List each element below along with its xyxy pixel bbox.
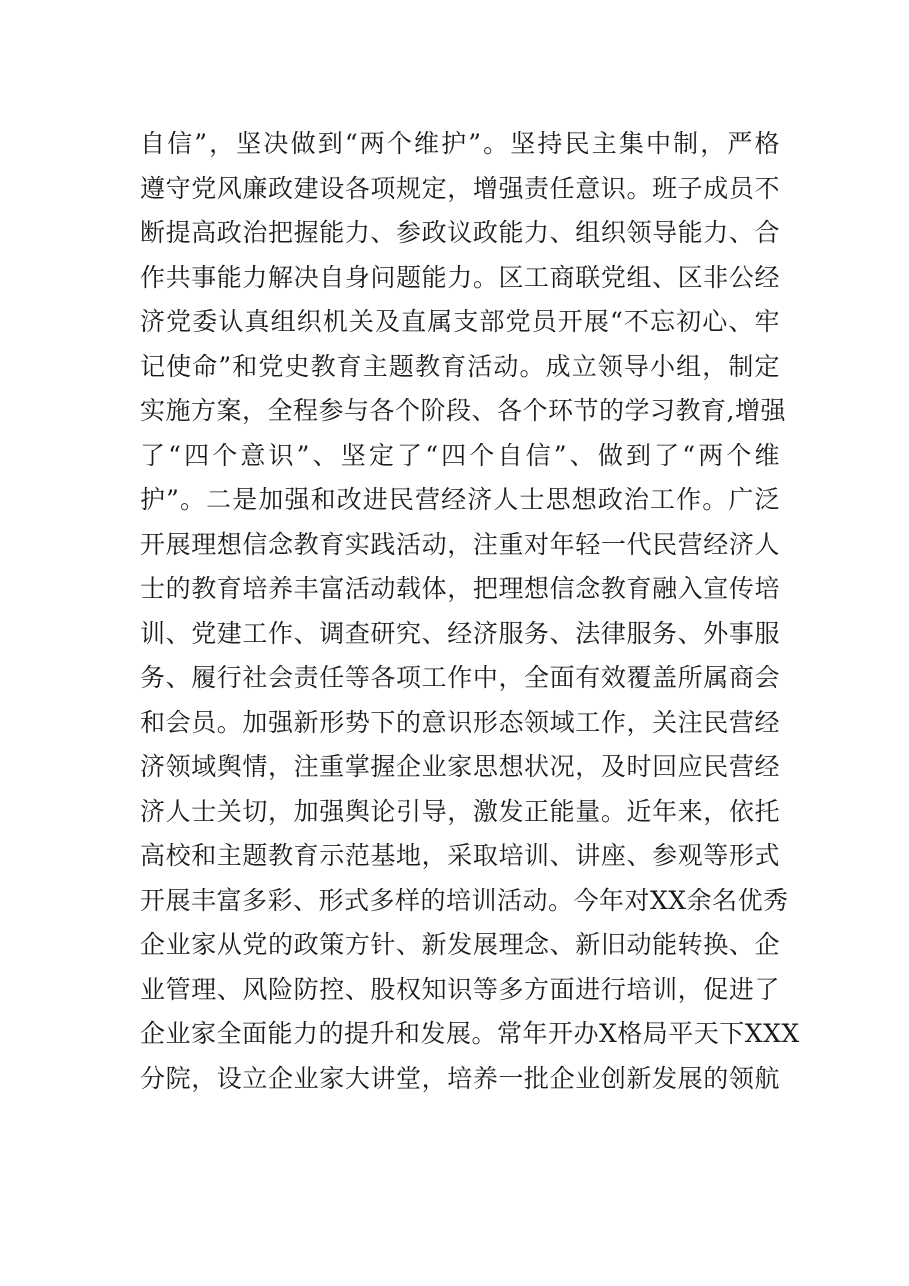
text-line-16: 济人士关切，加强舆论引导，激发正能量。近年来，依托: [140, 796, 780, 826]
text-line-6: 记使命”和党史教育主题教育活动。成立领导小组，制定: [140, 351, 780, 381]
text-line-20: 业管理、风险防控、股权知识等多方面进行培训，促进了: [140, 974, 780, 1004]
text-line-22: 分院，设立企业家大讲堂，培养一批企业创新发展的领航: [140, 1063, 780, 1093]
body-paragraph: [140, 122, 800, 1101]
text-line-10: 开展理想信念教育实践活动，注重对年轻一代民营经济人: [140, 529, 780, 559]
text-line-4: 作共事能力解决自身问题能力。区工商联党组、区非公经: [140, 262, 780, 292]
text-line-21: 企业家全面能力的提升和发展。常年开办X格局平天下XXX: [140, 1019, 800, 1048]
text-line-9: 护”。二是加强和改进民营经济人士思想政治工作。广泛: [140, 485, 780, 514]
text-line-12: 训、党建工作、调查研究、经济服务、法律服务、外事服: [140, 618, 780, 648]
text-line-17: 高校和主题教育示范基地，采取培训、讲座、参观等形式: [140, 841, 780, 870]
text-line-13: 务、履行社会责任等各项工作中，全面有效覆盖所属商会: [140, 663, 780, 692]
text-line-3: 断提高政治把握能力、参政议政能力、组织领导能力、合: [140, 218, 780, 247]
text-line-7: 实施方案，全程参与各个阶段、各个环节的学习教育,增强: [140, 396, 786, 425]
text-line-5: 济党委认真组织机关及直属支部党员开展“不忘初心、牢: [140, 307, 780, 336]
text-line-2: 遵守党风廉政建设各项规定，增强责任意识。班子成员不: [140, 173, 780, 203]
text-line-1: 自信”，坚决做到“两个维护”。坚持民主集中制，严格: [140, 129, 780, 158]
text-line-15: 济领域舆情，注重掌握企业家思想状况，及时回应民营经: [140, 752, 780, 781]
text-line-18: 开展丰富多彩、形式多样的培训活动。今年对XX余名优秀: [140, 885, 789, 915]
text-line-19: 企业家从党的政策方针、新发展理念、新旧动能转换、企: [140, 930, 780, 959]
text-line-14: 和会员。加强新形势下的意识形态领域工作，关注民营经: [140, 707, 780, 737]
text-line-11: 士的教育培养丰富活动载体，把理想信念教育融入宣传培: [140, 574, 780, 603]
text-line-8: 了“四个意识”、坚定了“四个自信”、做到了“两个维: [140, 440, 780, 470]
